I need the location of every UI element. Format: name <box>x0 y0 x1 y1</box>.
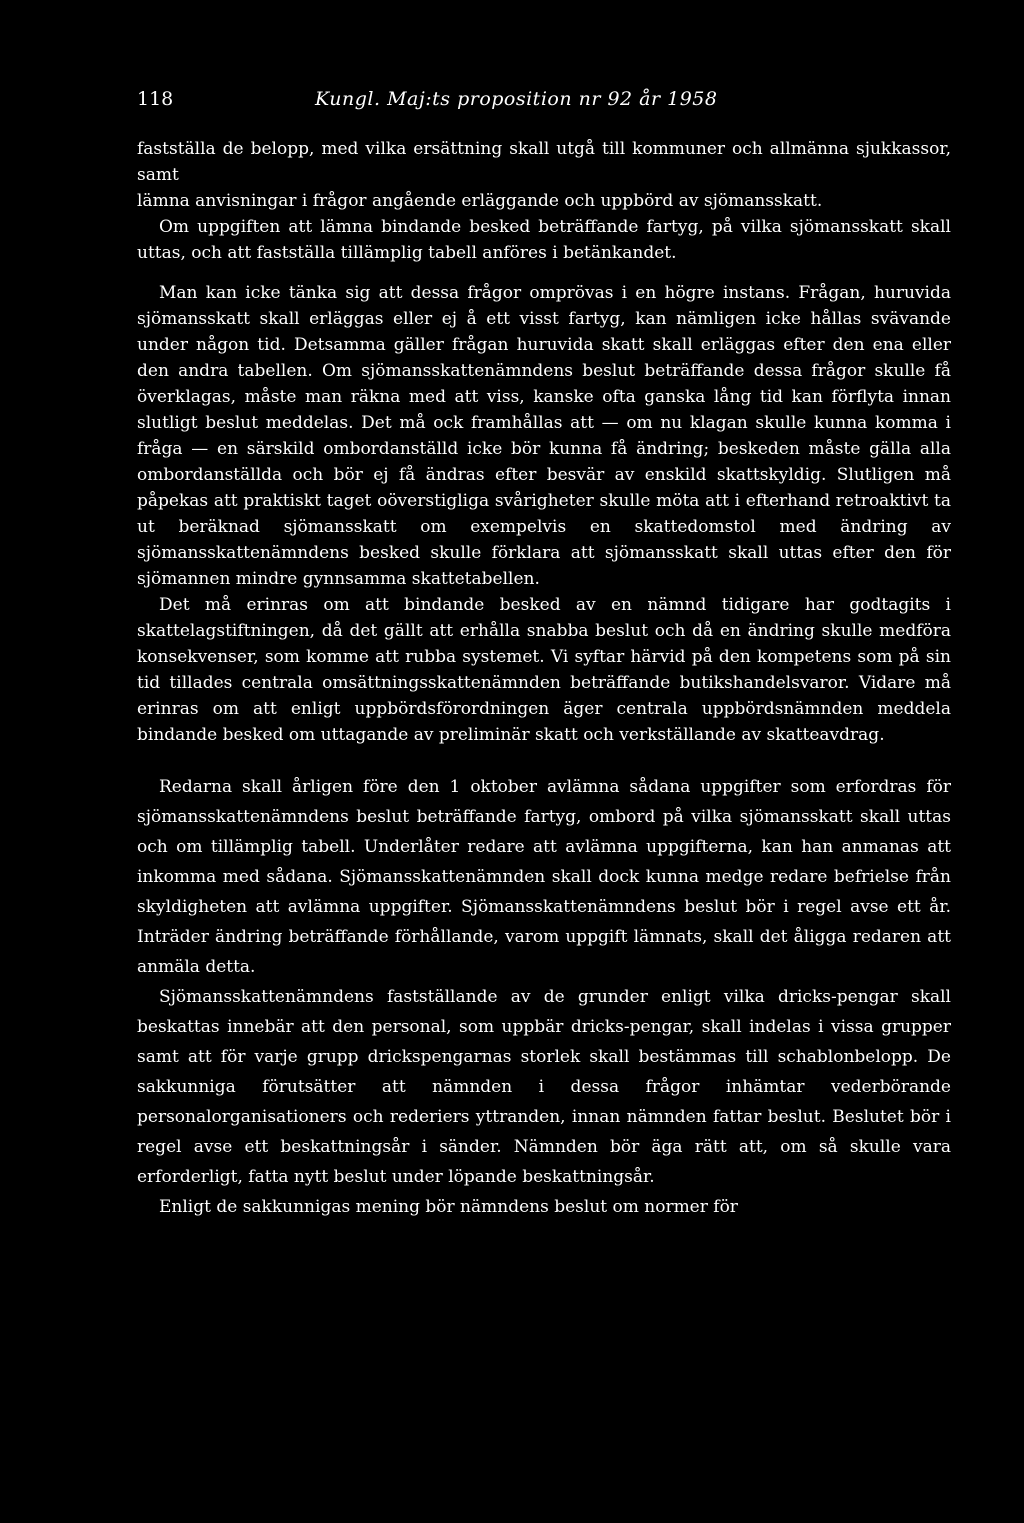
paragraph: fastställa de belopp, med vilka ersättning skall utgå till kommuner och allmänna sjukkassor, samt <box>137 139 951 185</box>
paragraph: Om uppgiften att lämna bindande besked beträffande fartyg, på vilka sjömansskatt skall uttas, och att fastställa tillämplig tabell anföres i betänkandet. <box>137 217 951 263</box>
paragraph: Sjömansskattenämndens fastställande av de grunder enligt vilka dricks-pengar skall beskattas innebär att den personal, som uppbär dricks-pengar, skall indelas i vissa grupper samt att för varje grupp drickspengarnas storlek skall bestämmas till schablonbelopp. De sakkunniga förutsätter att nämnden i dessa frågor inhämtar vederbörande personalorganisationers och rederiers yttranden, innan nämnden fattar beslut. Beslutet bör i regel avse ett beskattningsår i sänder. Nämnden bör äga rätt att, om så skulle vara erforderligt, fatta nytt beslut under löpande beskattningsår. <box>137 987 951 1187</box>
paragraph: Man kan icke tänka sig att dessa frågor omprövas i en högre instans. Frågan, huruvida sjömansskatt skall erläggas eller ej å ett visst fartyg, kan nämligen icke hållas svävande under någon tid. Detsamma gäller frågan huruvida skatt skall erläggas efter den ena eller den andra tabellen. Om sjömansskattenämndens beslut beträffande dessa frågor skulle få överklagas, måste man räkna med att viss, kanske ofta ganska lång tid kan förflyta innan slutligt beslut meddelas. Det må ock framhållas att — om nu klagan skulle kunna komma i fråga — en särskild ombordanställd icke bör kunna få ändring; beskeden måste gälla alla ombordanställda och bör ej få ändras efter besvär av enskild skattskyldig. Slutligen må påpekas att praktiskt taget oöverstigliga svårigheter skulle möta att i efterhand retroaktivt ta ut beräknad sjömansskatt om exempelvis en skattedomstol med ändring av sjömansskattenämndens besked skulle förklara att sjömansskatt skall uttas efter den för sjömannen mindre gynnsamma skattetabellen. <box>137 283 951 589</box>
paragraph: Det må erinras om att bindande besked av en nämnd tidigare har godtagits i skattelagstiftningen, då det gällt att erhålla snabba beslut och då en ändring skulle medföra konsekvenser, som komme att rubba systemet. Vi syftar härvid på den kompetens som på sin tid tillades centrala omsättningsskattenämnden beträffande butikshandelsvaror. Vidare må erinras om att enligt uppbördsförordningen äger centrala uppbördsnämnden meddela bindande besked om uttagande av preliminär skatt och verkställande av skatteavdrag. <box>137 595 951 745</box>
running-title: Kungl. Maj:ts proposition nr 92 år 1958 <box>315 88 718 110</box>
document-page <box>137 86 951 1222</box>
page-number: 118 <box>137 88 174 110</box>
page-header <box>137 86 951 112</box>
text-section-large <box>137 772 951 1222</box>
paragraph: Enligt de sakkunnigas mening bör nämndens beslut om normer för <box>159 1197 738 1217</box>
paragraph: Redarna skall årligen före den 1 oktober avlämna sådana uppgifter som erfordras för sjömansskattenämndens beslut beträffande fartyg, ombord på vilka sjömansskatt skall uttas och om tillämplig tabell. Underlåter redare att avlämna uppgifterna, kan han anmanas att inkomma med sådana. Sjömansskattenämnden skall dock kunna medge redare befrielse från skyldigheten att avlämna uppgifter. Sjömansskattenämndens beslut bör i regel avse ett år. Inträder ändring beträffande förhållande, varom uppgift lämnats, skall det åligga redaren att anmäla detta. <box>137 777 951 977</box>
paragraph: lämna anvisningar i frågor angående erläggande och uppbörd av sjömansskatt. <box>137 191 823 211</box>
text-section-small <box>137 136 951 748</box>
